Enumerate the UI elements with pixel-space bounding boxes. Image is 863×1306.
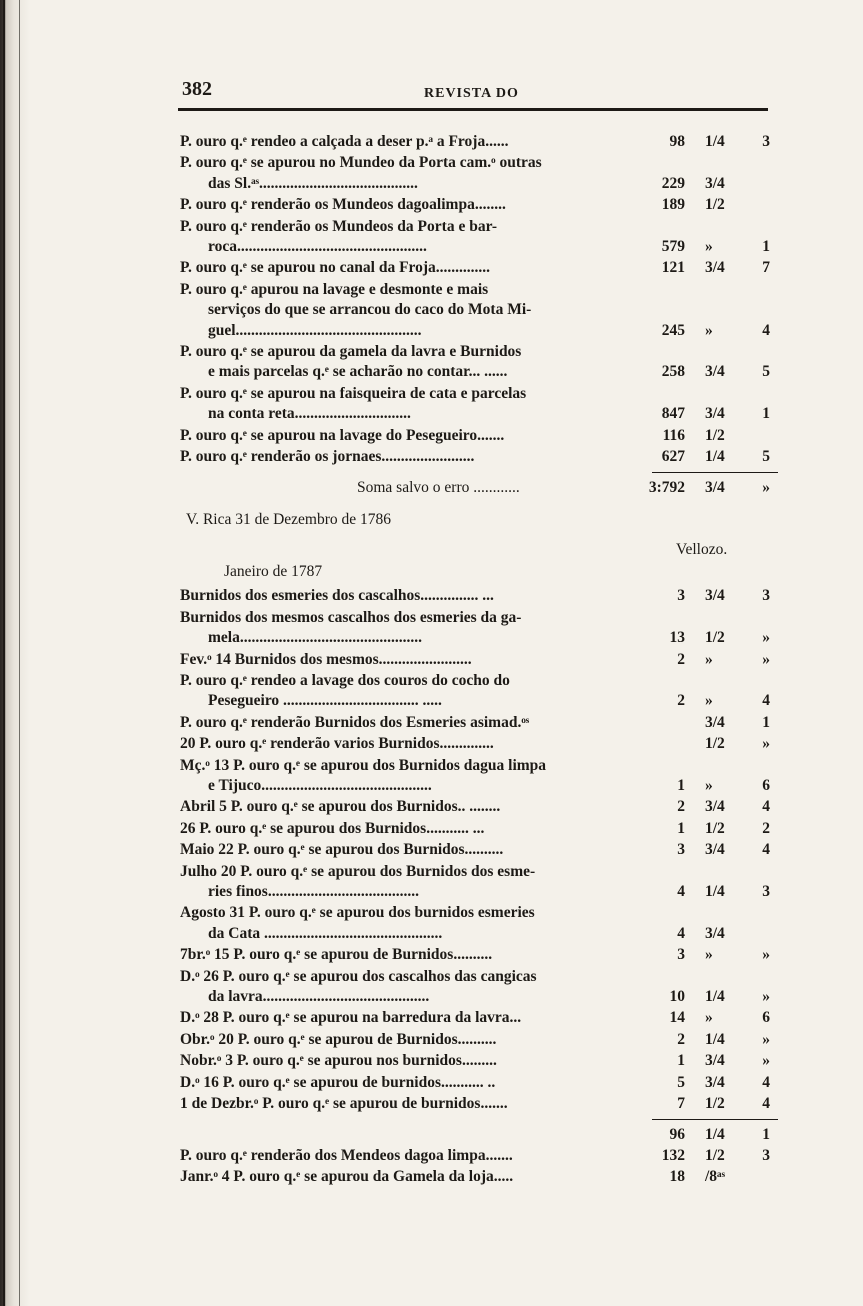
amount-fraction: » [705, 946, 713, 964]
amount-subunit: 3 [762, 1146, 770, 1164]
entry-text-line: guel................................................ [208, 321, 422, 339]
amount-subunit: » [762, 1030, 770, 1048]
header-rule [178, 108, 768, 111]
section-heading: Janeiro de 1787 [224, 563, 323, 581]
amount-subunit: » [762, 1052, 770, 1070]
amount-fraction: » [705, 321, 713, 339]
entry-text-line: Maio 22 P. ouro q.ᵉ se apurou dos Burnidos.......... [180, 841, 504, 859]
entry-text-line: 20 P. ouro q.ᵉ renderão varios Burnidos.............. [180, 735, 494, 753]
amount-subunit: 1 [762, 238, 770, 255]
amount-whole: 4 [677, 883, 685, 900]
subtotal-fraction: 1/4 [705, 1126, 725, 1144]
spine-line [3, 0, 5, 1306]
amount-fraction: /8ᵃˢ [705, 1168, 725, 1186]
amount-fraction: » [705, 777, 713, 794]
amount-whole: 7 [677, 1095, 685, 1112]
amount-whole: 132 [661, 1146, 685, 1164]
entry-text-line: Burnidos dos esmeries dos cascalhos............... ... [180, 587, 494, 605]
amount-whole: 229 [661, 174, 685, 192]
amount-whole: 18 [669, 1168, 685, 1186]
amount-subunit: 4 [762, 798, 770, 816]
entry-text-line: 26 P. ouro q.ᵉ se apurou dos Burnidos........... ... [180, 819, 485, 837]
entry-text-line: Obr.ᵒ 20 P. ouro q.ᵉ se apurou de Burnidos.......... [180, 1030, 497, 1048]
amount-subunit: 3 [762, 883, 770, 900]
amount-whole: 5 [677, 1073, 685, 1091]
amount-subunit: 4 [762, 1073, 770, 1091]
amount-whole: 1 [677, 819, 685, 837]
amount-subunit: 5 [762, 363, 770, 381]
amount-whole: 98 [669, 133, 685, 150]
amount-subunit: 6 [762, 1009, 770, 1027]
amount-fraction: 1/4 [705, 448, 725, 465]
amount-whole: 3 [677, 946, 685, 964]
subtotal-rule [652, 1119, 778, 1120]
running-head: REVISTA DO [424, 86, 519, 101]
amount-fraction: 3/4 [705, 1052, 725, 1070]
entry-text-line: e Tijuco............................................ [208, 777, 432, 794]
amount-fraction: » [705, 692, 713, 710]
amount-fraction: 1/2 [705, 1095, 725, 1112]
total-subunit: » [762, 479, 770, 497]
entry-text-line: roca................................................. [208, 238, 427, 255]
amount-whole: 627 [661, 448, 685, 465]
amount-fraction: » [705, 650, 713, 668]
entry-text-line: mela............................................... [208, 629, 422, 647]
amount-subunit: 1 [762, 713, 770, 731]
amount-whole: 10 [669, 988, 685, 1005]
entry-text-line: D.ᵒ 28 P. ouro q.ᵉ se apurou na barredura da lavra... [180, 1009, 522, 1027]
entry-text-line: na conta reta.............................. [208, 405, 411, 423]
amount-fraction: 3/4 [705, 1073, 725, 1091]
amount-fraction: 1/2 [705, 1146, 725, 1164]
amount-fraction: 1/2 [705, 426, 725, 444]
amount-whole: 189 [661, 196, 685, 214]
entry-text-line: P. ouro q.ᵉ rendeo a lavage dos couros do cocho do [180, 672, 510, 689]
entry-text-line: P. ouro q.ᵉ renderão os jornaes........................ [180, 448, 475, 465]
amount-subunit: 5 [762, 448, 770, 465]
entry-text-line: da lavra........................................... [208, 988, 430, 1005]
entry-text-line: Mç.ᵒ 13 P. ouro q.ᵉ se apurou dos Burnidos dagua limpa [180, 756, 547, 774]
place-date: V. Rica 31 de Dezembro de 1786 [186, 511, 392, 529]
amount-whole: 14 [669, 1009, 685, 1027]
entry-text-line: D.ᵒ 16 P. ouro q.ᵉ se apurou de burnidos........... .. [180, 1073, 496, 1091]
entry-text-line: da Cata .............................................. [208, 924, 443, 942]
amount-fraction: 3/4 [705, 174, 725, 192]
total-label: Soma salvo o erro ............ [357, 479, 520, 497]
amount-fraction: 3/4 [705, 363, 725, 381]
entry-text-line: Pesegueiro ................................... ..... [208, 692, 442, 710]
amount-subunit: 1 [762, 405, 770, 423]
amount-fraction: » [705, 1009, 713, 1027]
amount-fraction: 3/4 [705, 259, 725, 277]
amount-subunit: 4 [762, 1095, 770, 1112]
amount-whole: 1 [677, 777, 685, 794]
amount-whole: 245 [661, 321, 685, 339]
entry-text-line: P. ouro q.ᵉ se apurou da gamela da lavra e Burnidos [180, 343, 522, 360]
amount-fraction: 3/4 [705, 405, 725, 423]
amount-fraction: 1/4 [705, 1030, 725, 1048]
amount-subunit: » [762, 650, 770, 668]
entry-text-line: Janr.ᵒ 4 P. ouro q.ᵉ se apurou da Gamela da loja..... [180, 1168, 514, 1186]
entry-text-line: e mais parcelas q.ᵉ se acharão no contar... ...... [208, 363, 508, 381]
entry-text-line: serviços do que se arrancou do caco do Mota Mi- [208, 301, 532, 319]
amount-whole: 3 [677, 841, 685, 859]
total-whole: 3:792 [648, 479, 685, 497]
amount-whole: 3 [677, 587, 685, 605]
amount-whole: 1 [677, 1052, 685, 1070]
amount-subunit: 4 [762, 321, 770, 339]
entry-text-line: P. ouro q.ᵉ renderão Burnidos dos Esmeries asimad.ᵒˢ [180, 713, 530, 731]
amount-subunit: » [762, 988, 770, 1005]
amount-whole: 13 [669, 629, 685, 647]
amount-subunit: 2 [762, 819, 770, 837]
amount-subunit: 3 [762, 133, 770, 150]
amount-subunit: » [762, 946, 770, 964]
entry-text-line: Burnidos dos mesmos cascalhos dos esmeries da ga- [180, 608, 522, 626]
amount-fraction: 3/4 [705, 924, 725, 942]
amount-subunit: 4 [762, 841, 770, 859]
page-number: 382 [182, 78, 212, 100]
amount-whole: 2 [677, 1030, 685, 1048]
entry-text-line: 1 de Dezbr.ᵒ P. ouro q.ᵉ se apurou de burnidos....... [180, 1095, 508, 1112]
entry-text-line: Fev.ᵒ 14 Burnidos dos mesmos........................ [180, 650, 472, 668]
amount-whole: 847 [661, 405, 685, 423]
amount-fraction: 1/4 [705, 133, 725, 150]
amount-fraction: 3/4 [705, 587, 725, 605]
amount-whole: 579 [661, 238, 685, 255]
amount-fraction: 1/4 [705, 883, 725, 900]
entry-text-line: P. ouro q.ᵉ renderão dos Mendeos dagoa limpa....... [180, 1146, 513, 1164]
amount-fraction: » [705, 238, 713, 255]
entry-text-line: P. ouro q.ᵉ renderão os Mundeos da Porta e bar- [180, 217, 498, 235]
amount-subunit: » [762, 735, 770, 753]
amount-whole: 2 [677, 692, 685, 710]
amount-subunit: » [762, 629, 770, 647]
entry-text-line: Agosto 31 P. ouro q.ᵉ se apurou dos burnidos esmeries [180, 904, 535, 922]
signature: Vellozo. [676, 541, 728, 559]
entry-text-line: das Sl.ᵃˢ......................................... [208, 174, 418, 192]
entry-text-line: P. ouro q.ᵉ renderão os Mundeos dagoalimpa........ [180, 196, 506, 214]
spine-line [19, 0, 20, 1306]
amount-whole: 2 [677, 650, 685, 668]
amount-fraction: 1/2 [705, 629, 725, 647]
entry-text-line: ries finos....................................... [208, 883, 419, 900]
entry-text-line: P. ouro q.ᵉ se apurou na lavage do Pesegueiro....... [180, 426, 505, 444]
amount-fraction: 3/4 [705, 798, 725, 816]
amount-subunit: 4 [762, 692, 770, 710]
amount-whole: 258 [661, 363, 685, 381]
entry-text-line: Abril 5 P. ouro q.ᵉ se apurou dos Burnidos.. ........ [180, 798, 501, 816]
entry-text-line: 7br.ᵒ 15 P. ouro q.ᵉ se apurou de Burnidos.......... [180, 946, 493, 964]
amount-whole: 121 [661, 259, 685, 277]
subtotal-whole: 96 [669, 1126, 685, 1144]
subtotal-subunit: 1 [762, 1126, 770, 1144]
amount-whole: 2 [677, 798, 685, 816]
sum-rule [652, 472, 778, 473]
entry-text-line: D.ᵒ 26 P. ouro q.ᵉ se apurou dos cascalhos das cangicas [180, 967, 537, 985]
amount-subunit: 3 [762, 587, 770, 605]
amount-subunit: 7 [762, 259, 770, 277]
entry-text-line: Julho 20 P. ouro q.ᵉ se apurou dos Burnidos dos esme- [180, 862, 536, 880]
amount-fraction: 3/4 [705, 841, 725, 859]
amount-whole: 116 [662, 426, 685, 444]
amount-fraction: 3/4 [705, 713, 725, 731]
total-fraction: 3/4 [705, 479, 725, 497]
entry-text-line: Nobr.ᵒ 3 P. ouro q.ᵉ se apurou nos burnidos......... [180, 1052, 497, 1070]
entry-text-line: P. ouro q.ᵉ se apurou na faisqueira de cata e parcelas [180, 384, 527, 402]
entry-text-line: P. ouro q.ᵉ se apurou no canal da Froja.............. [180, 259, 491, 277]
entry-text-line: P. ouro q.ᵉ apurou na lavage e desmonte e mais [180, 280, 489, 298]
amount-fraction: 1/2 [705, 735, 725, 753]
amount-subunit: 6 [762, 777, 770, 794]
entry-text-line: P. ouro q.ᵉ se apurou no Mundeo da Porta cam.ᵒ outras [180, 154, 542, 172]
amount-fraction: 1/4 [705, 988, 725, 1005]
amount-fraction: 1/2 [705, 196, 725, 214]
amount-whole: 4 [677, 924, 685, 942]
entry-text-line: P. ouro q.ᵉ rendeo a calçada a deser p.ᵃ a Froja...... [180, 133, 509, 150]
amount-fraction: 1/2 [705, 819, 725, 837]
